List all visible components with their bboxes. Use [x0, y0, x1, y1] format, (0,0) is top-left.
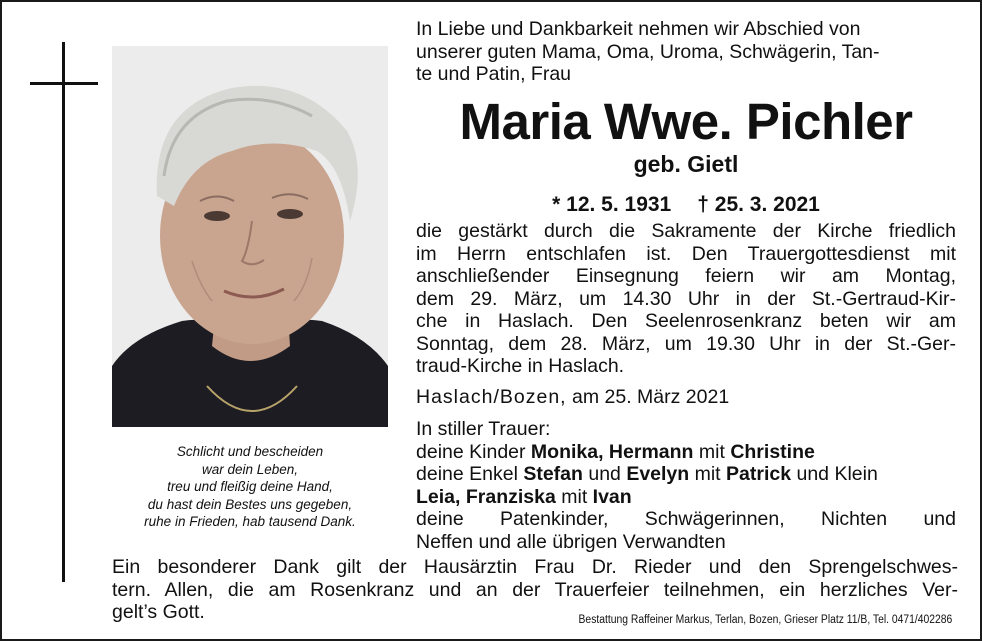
undertaker-info: Bestattung Raffeiner Markus, Terlan, Bozen, Grieser Platz 11/B, Tel. 0471/402286: [578, 614, 952, 626]
cross-icon-bar: [30, 82, 98, 85]
thanks-line: tern. Allen, die am Rosenkranz und an der Trauerfeier teilnehmen, ein herzliches Ver-: [112, 578, 958, 601]
mourners-list: [416, 418, 956, 553]
mourners-children: deine Kinder Monika, Hermann mit Christine: [416, 440, 815, 463]
mourners-relatives: Neffen und alle übrigen Verwandten: [416, 530, 726, 553]
thanks-line: Ein besonderer Dank gilt der Hausärztin Frau Dr. Rieder und den Sprengelschwes-: [112, 556, 958, 578]
announcement-line: die gestärkt durch die Sakramente der Kirche friedlich: [416, 220, 956, 242]
announcement-line: im Herrn entschlafen ist. Den Trauergottesdienst mit: [416, 242, 956, 265]
announcement-line: traud-Kirche in Haslach.: [416, 355, 625, 377]
intro-line: In Liebe und Dankbarkeit nehmen wir Abschied von: [416, 18, 861, 40]
portrait-photo: [112, 46, 388, 427]
thanks-line: gelt’s Gott.: [112, 601, 205, 623]
intro-line: unserer guten Mama, Oma, Uroma, Schwägerin, Tan-: [416, 40, 880, 63]
cross-icon: [62, 42, 65, 582]
portrait-image: [112, 46, 388, 427]
deceased-name: Maria Wwe. Pichler: [459, 93, 913, 150]
mourners-heading: In stiller Trauer:: [416, 418, 551, 440]
poem-line: treu und fleißig deine Hand,: [167, 479, 333, 494]
mourners-godchildren: deine Patenkinder, Schwägerinnen, Nichten und: [416, 508, 956, 530]
notice-date: am 25. März 2021: [572, 386, 730, 408]
mourners-great-grandchildren: Leia, Franziska mit Ivan: [416, 485, 632, 508]
place-and-date: [416, 386, 956, 409]
death-date: † 25. 3. 2021: [697, 193, 820, 216]
intro-text: [416, 18, 956, 86]
announcement-line: dem 29. März, um 14.30 Uhr in der St.-Gertraud-Kir-: [416, 287, 956, 310]
announcement-line: che in Haslach. Den Seelenrosenkranz beten wir am: [416, 310, 956, 332]
poem-line: du hast dein Bestes uns gegeben,: [147, 496, 353, 512]
poem-line: ruhe in Frieden, hab tausend Dank.: [144, 514, 356, 529]
life-dates: [416, 192, 956, 218]
announcement-text: [416, 220, 956, 378]
announcement-line: anschließender Einsegnung feiern wir am Montag,: [416, 265, 956, 287]
announcement-line: Sonntag, dem 28. März, um 19.30 Uhr in der St.-Ger-: [416, 332, 956, 355]
poem-line: Schlicht und bescheiden: [176, 444, 324, 459]
mourners-grandchildren: deine Enkel Stefan und Evelyn mit Patrick und Klein: [416, 463, 878, 485]
maiden-name: geb. Gietl: [633, 151, 739, 177]
poem: [112, 443, 388, 531]
poem-line: war dein Leben,: [201, 461, 299, 477]
intro-line: te und Patin, Frau: [416, 63, 572, 85]
birth-date: * 12. 5. 1931: [552, 193, 672, 216]
place: Haslach/Bozen,: [416, 386, 567, 408]
